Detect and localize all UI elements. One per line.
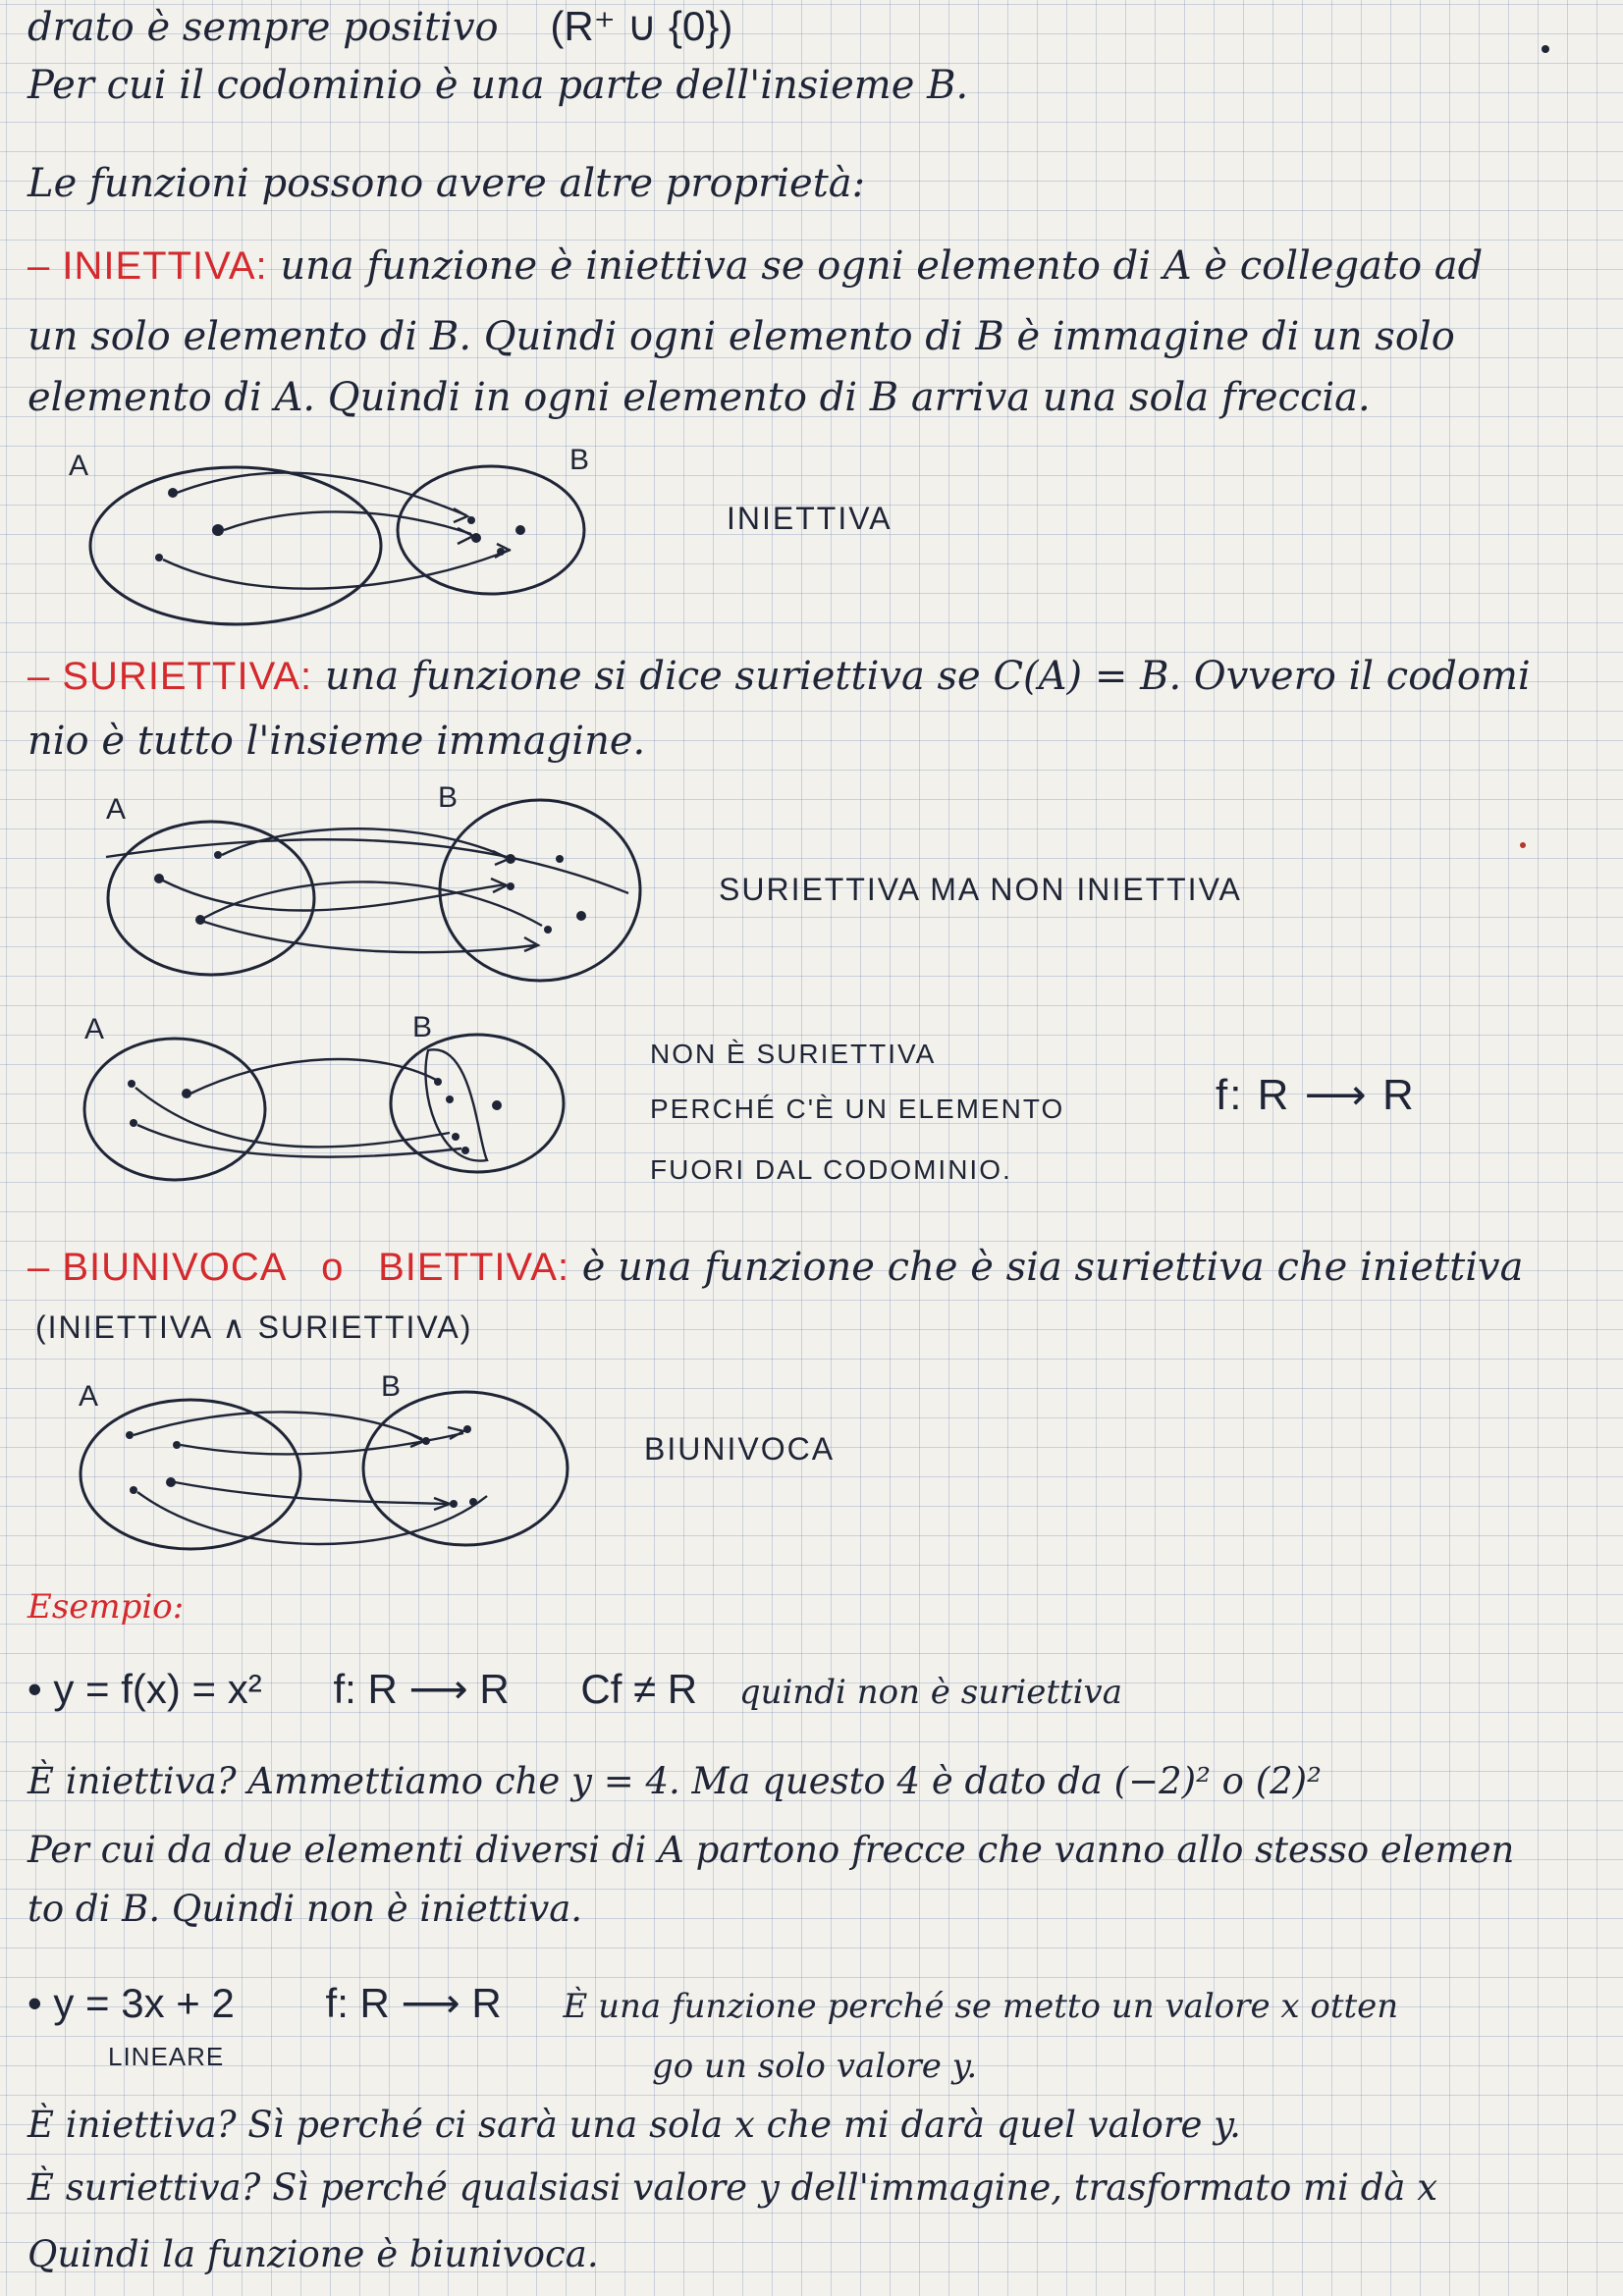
bijective-caption: BIUNIVOCA	[644, 1431, 836, 1467]
surjective-caption: SURIETTIVA MA NON INIETTIVA	[719, 872, 1242, 907]
note-line-2: Per cui il codominio è una parte dell'insieme B.	[27, 63, 969, 108]
injective-diagram	[88, 461, 599, 628]
note-text: quindi non è suriettiva	[738, 1673, 1122, 1712]
set-b-label: B	[438, 781, 459, 814]
example-2-map: f: R ⟶ R	[325, 1980, 502, 2026]
example-title: Esempio:	[27, 1587, 185, 1627]
example-1-line-1	[27, 1665, 1607, 1717]
note-text: una funzione si dice suriettiva se C(A) = B. Ovvero il codomi	[324, 654, 1531, 699]
injective-definition-line-3: elemento di A. Quindi in ogni elemento di B arriva una sola freccia.	[27, 375, 1371, 420]
note-line-1	[27, 2, 1607, 52]
surjective-not-injective-diagram	[98, 800, 648, 996]
note-text: è una funzione che è sia suriettiva che iniettiva	[581, 1245, 1524, 1290]
note-text: È una funzione perché se metto un valore x otten	[563, 1987, 1399, 2026]
non-surjective-caption-2: PERCHÉ C'È UN ELEMENTO	[650, 1094, 1065, 1124]
example-1-line-4: to di B. Quindi non è iniettiva.	[27, 1888, 583, 1930]
non-surjective-caption-1: NON È SURIETTIVA	[650, 1039, 937, 1069]
example-1-codomain: Cf ≠ R	[580, 1666, 698, 1712]
set-a-label: A	[84, 1013, 105, 1045]
set-b-label: B	[569, 444, 590, 476]
example-1-map: f: R ⟶ R	[333, 1666, 510, 1712]
non-surjective-caption-3: FUORI DAL CODOMINIO.	[650, 1154, 1012, 1185]
example-1-line-2: È iniettiva? Ammettiamo che y = 4. Ma questo 4 è dato da (−2)² o (2)²	[27, 1760, 1322, 1802]
set-a-label: A	[79, 1380, 99, 1413]
set-b-label: B	[412, 1011, 433, 1043]
injective-title: – INIETTIVA:	[27, 244, 268, 288]
example-2-formula: • y = 3x + 2	[27, 1980, 235, 2026]
surjective-definition-line-1	[27, 652, 1607, 701]
example-2-line-1	[27, 1979, 1607, 2031]
bijective-definition-line-1	[27, 1243, 1607, 1292]
note-line-3: Le funzioni possono avere altre proprietà:	[27, 161, 866, 206]
set-a-label: A	[69, 450, 89, 482]
linear-label: LINEARE	[108, 2042, 225, 2071]
bijective-or: o	[321, 1246, 345, 1289]
set-b-label: B	[381, 1370, 402, 1403]
example-1-line-3: Per cui da due elementi diversi di A partono frecce che vanno allo stesso elemen	[27, 1829, 1515, 1871]
note-text: drato è sempre positivo	[27, 5, 499, 50]
injective-definition-line-2: un solo elemento di B. Quindi ogni elemento di B è immagine di un solo	[27, 314, 1455, 359]
example-2-question-1: È iniettiva? Sì perché ci sarà una sola x che mi darà quel valore y.	[27, 2104, 1241, 2146]
function-map-formula: f: R ⟶ R	[1216, 1071, 1416, 1119]
bijective-diagram	[82, 1394, 573, 1561]
set-notation: (R⁺ ∪ {0})	[550, 3, 733, 49]
surjective-definition-line-2: nio è tutto l'insieme immagine.	[27, 719, 646, 764]
ink-dot	[1520, 842, 1526, 848]
bijective-title-1: – BIUNIVOCA	[27, 1246, 288, 1289]
ink-dot	[1542, 45, 1549, 53]
set-a-label: A	[106, 793, 127, 826]
surjective-title: – SURIETTIVA:	[27, 655, 313, 698]
example-2-line-2: go un solo valore y.	[652, 2047, 978, 2086]
bijective-title-2: BIETTIVA:	[378, 1246, 570, 1289]
example-1-formula: • y = f(x) = x²	[27, 1666, 262, 1712]
example-2-conclusion: Quindi la funzione è biunivoca.	[27, 2233, 599, 2275]
example-2-question-2: È suriettiva? Sì perché qualsiasi valore y dell'immagine, trasformato mi dà x	[27, 2166, 1438, 2209]
bijective-definition-line-2: (INIETTIVA ∧ SURIETTIVA)	[35, 1309, 473, 1345]
note-text: una funzione è iniettiva se ogni elemento di A è collegato ad	[280, 243, 1484, 289]
injective-caption: INIETTIVA	[727, 501, 893, 536]
non-surjective-diagram	[84, 1031, 575, 1188]
injective-definition-line-1	[27, 241, 1607, 291]
